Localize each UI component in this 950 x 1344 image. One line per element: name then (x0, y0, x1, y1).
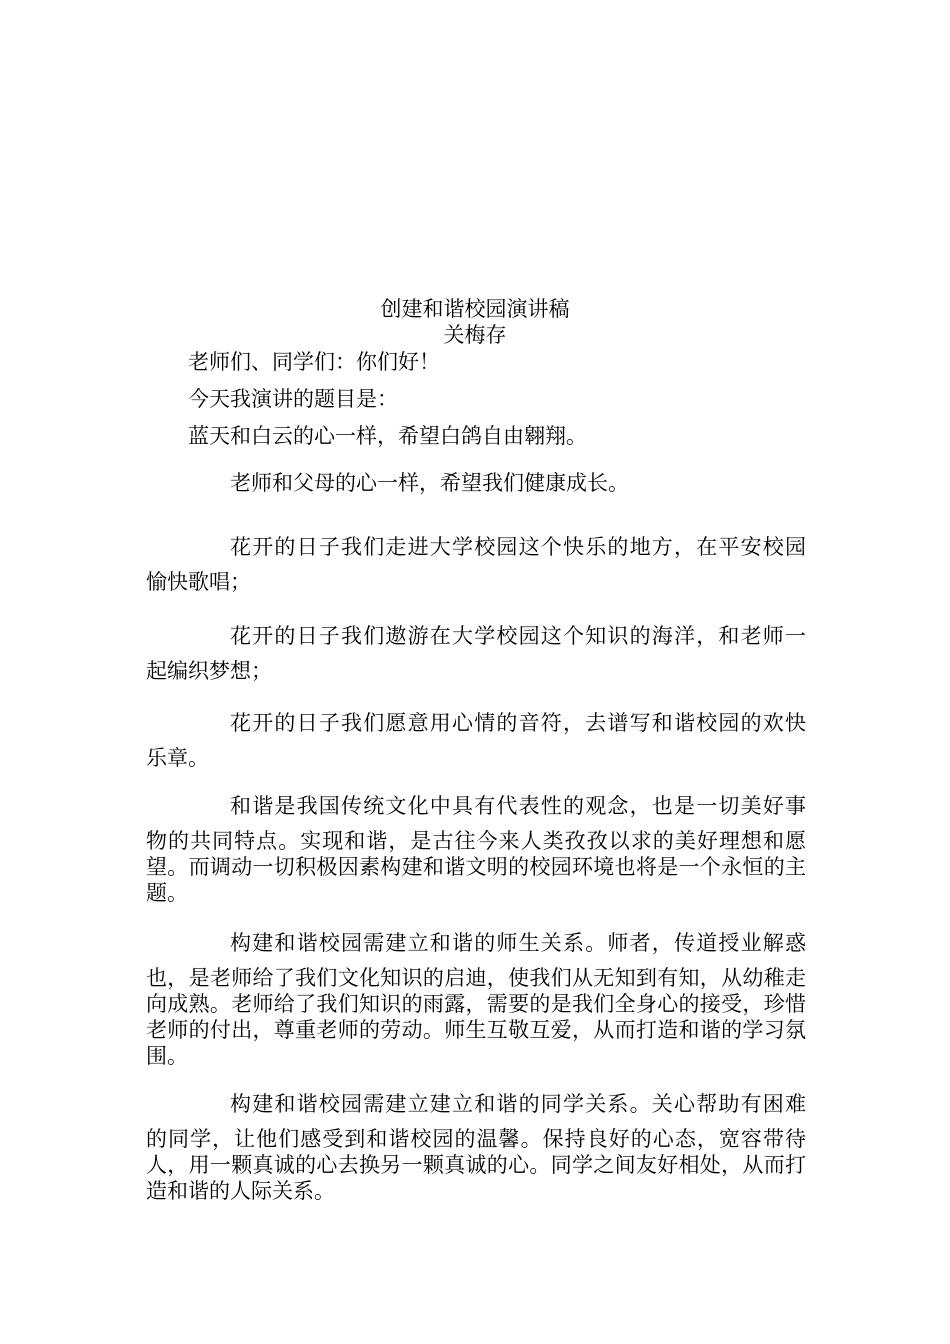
paragraph-4-rest: 乐章。 (146, 746, 209, 770)
poem-line: 蓝天和白云的心一样，希望白鸽自由翱翔。 (188, 424, 587, 448)
paragraph-6-rest: 也，是老师给了我们文化知识的启迪，使我们从无知到有知，从幼稚走向成熟。老师给了我们知识的雨露，需要的是我们全身心的接受，珍惜老师的付出，尊重老师的劳动。师生互敬互爱，从而打造和谐的学习氛围。 (146, 966, 806, 1068)
paragraph-2-rest: 愉快歌唱； (146, 570, 251, 594)
paragraph-3 (146, 623, 806, 684)
paragraph-1-first-line: 老师和父母的心一样，希望我们健康成长。 (230, 471, 629, 495)
paragraph-4 (146, 710, 806, 771)
paragraph-3-first-line: 花开的日子我们遨游在大学校园这个知识的海洋，和老师一 (230, 624, 806, 648)
paragraph-1 (146, 470, 806, 496)
paragraph-7 (146, 1091, 806, 1204)
paragraph-6-first-line: 构建和谐校园需建立和谐的师生关系。师者，传道授业解惑 (230, 931, 806, 955)
paragraph-3-rest: 起编织梦想； (146, 659, 272, 683)
paragraph-4-first-line: 花开的日子我们愿意用心情的音符，去谱写和谐校园的欢快 (230, 711, 806, 735)
greeting-line: 老师们、同学们：你们好！ (188, 350, 440, 374)
paragraph-2 (146, 534, 806, 595)
paragraph-5-first-line: 和谐是我国传统文化中具有代表性的观念，也是一切美好事 (230, 794, 806, 818)
paragraph-7-first-line: 构建和谐校园需建立建立和谐的同学关系。关心帮助有困难 (230, 1092, 806, 1116)
paragraph-6 (146, 930, 806, 1069)
document-title: 创建和谐校园演讲稿 (380, 297, 570, 321)
paragraph-7-rest: 的同学，让他们感受到和谐校园的温馨。保持良好的心态，宽容带待人，用一颗真诚的心去换另一颗真诚的心。同学之间友好相处，从而打造和谐的人际关系。 (146, 1127, 806, 1203)
paragraph-5 (146, 793, 806, 906)
paragraph-2-first-line: 花开的日子我们走进大学校园这个快乐的地方，在平安校园 (230, 535, 806, 559)
paragraph-5-rest: 物的共同特点。实现和谐，是古往今来人类孜孜以求的美好理想和愿望。而调动一切积极因素构建和谐文明的校园环境也将是一个永恒的主题。 (146, 829, 806, 905)
topic-intro-line: 今天我演讲的题目是： (188, 387, 398, 411)
document-author: 关梅存 (443, 323, 507, 347)
